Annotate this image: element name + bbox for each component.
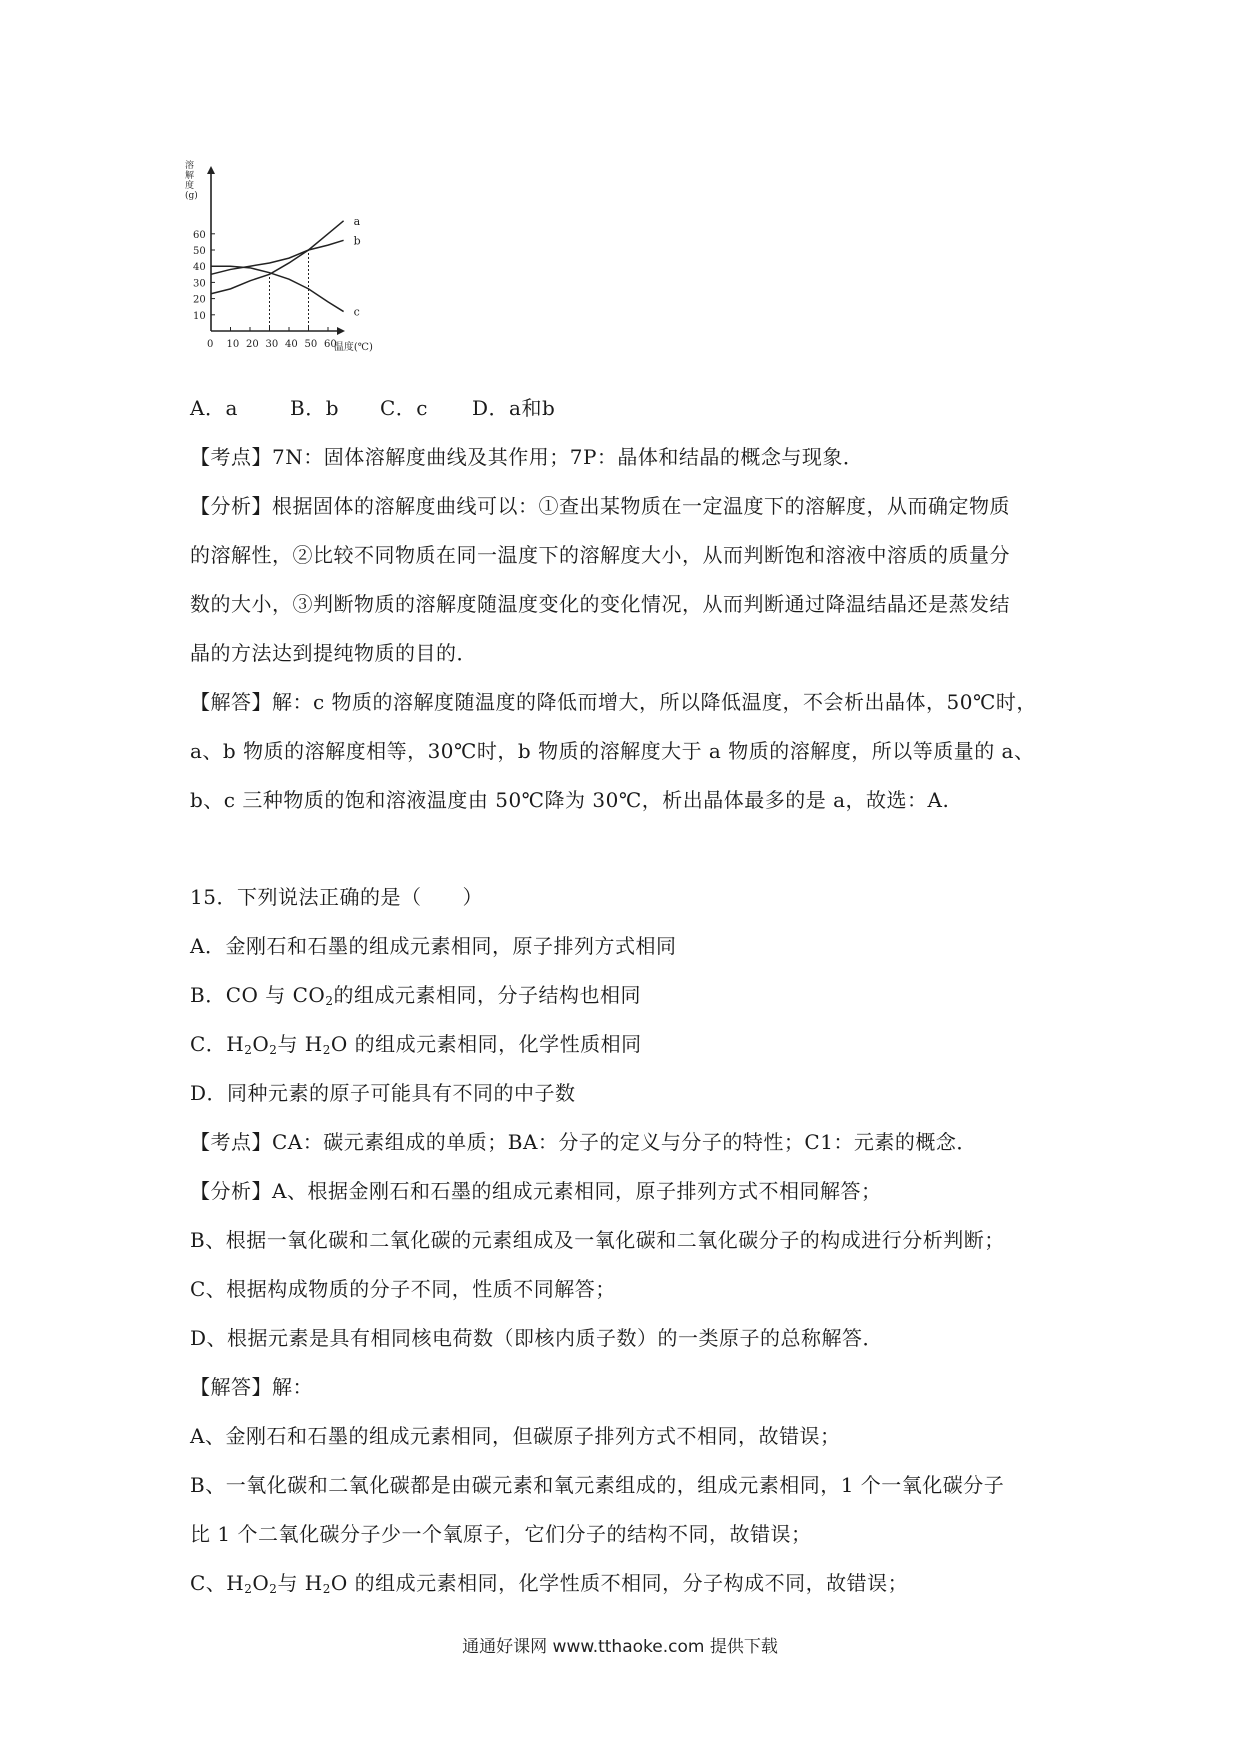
x-tick-label: 10 (226, 339, 240, 350)
y-tick-label: 50 (193, 246, 206, 257)
q15-fenxi-line-4: D、根据元素是具有相同核电荷数（即核内质子数）的一类原子的总称解答． (190, 1326, 884, 1350)
y-tick-label: 60 (193, 229, 206, 241)
q14-fenxi-line-1: 【分析】根据固体的溶解度曲线可以：①查出某物质在一定温度下的溶解度，从而确定物质 (190, 494, 1010, 518)
q15-option-c (190, 1028, 642, 1057)
q15-option-c-pre: C．H (190, 1032, 245, 1056)
q14-option-c: C．c (380, 396, 429, 420)
subscript: 2 (325, 994, 334, 1008)
q14-fenxi-line-3: 数的大小，③判断物质的溶解度随温度变化的变化情况，从而判断通过降温结晶还是蒸发结 (190, 592, 1010, 616)
q14-fenxi-line-2: 的溶解性，②比较不同物质在同一温度下的溶解度大小，从而判断饱和溶液中溶质的质量分 (190, 543, 1010, 567)
q14-option-a: A．a (190, 396, 238, 420)
y-tick-label: 30 (193, 278, 206, 290)
series-line-a (211, 221, 344, 294)
subscript: 2 (244, 1582, 253, 1596)
x-tick-label: 0 (207, 339, 214, 350)
q15-option-c-post: 与 H (277, 1032, 323, 1056)
q15-fenxi-line-3: C、根据构成物质的分子不同，性质不同解答； (190, 1277, 616, 1301)
y-tick-label: 20 (193, 294, 206, 306)
x-axis-arrow (337, 327, 345, 335)
q14-fenxi-line-4: 晶的方法达到提纯物质的目的． (190, 641, 477, 665)
solubility-chart (185, 160, 415, 375)
x-tick-label: 20 (246, 339, 259, 350)
y-axis-label-char: 解 (185, 171, 195, 181)
q15-option-c-mid: O (252, 1032, 270, 1056)
x-tick-label: 50 (304, 339, 318, 350)
page-footer: 通通好课网 www.tthaoke.com 提供下载 (462, 1637, 778, 1657)
x-tick-label: 60 (324, 339, 337, 350)
q15-fenxi-line-2: B、根据一氧化碳和二氧化碳的元素组成及一氧化碳和二氧化碳分子的构成进行分析判断； (190, 1228, 1005, 1252)
q15-jieda-title: 【解答】解： (190, 1375, 313, 1399)
q15-jieda-c-post: 与 H (277, 1571, 323, 1595)
subscript: 2 (269, 1043, 278, 1057)
y-axis-label-char: (g) (185, 191, 198, 201)
subscript: 2 (322, 1043, 331, 1057)
q15-jieda-b-line-2: 比 1 个二氧化碳分子少一个氧原子，它们分子的结构不同，故错误； (190, 1522, 812, 1546)
q15-fenxi-line-1: 【分析】A、根据金刚石和石墨的组成元素相同，原子排列方式不相同解答； (190, 1179, 882, 1203)
y-axis-label-char: 度 (185, 181, 195, 191)
subscript: 2 (322, 1582, 331, 1596)
series-label-a: a (353, 214, 361, 228)
y-tick-label: 40 (193, 262, 206, 274)
q14-options (190, 392, 555, 421)
q15-option-b-pre: B．CO 与 CO (190, 983, 326, 1007)
q15-kaodian: 【考点】CA：碳元素组成的单质；BA：分子的定义与分子的特性；C1：元素的概念． (190, 1130, 977, 1154)
q15-jieda-a: A、金刚石和石墨的组成元素相同，但碳原子排列方式不相同，故错误； (190, 1424, 841, 1448)
q14-kaodian: 【考点】7N：固体溶解度曲线及其作用；7P：晶体和结晶的概念与现象． (190, 445, 864, 469)
q15-option-d: D．同种元素的原子可能具有不同的中子数 (190, 1081, 576, 1105)
series-label-b: b (353, 234, 361, 248)
subscript: 2 (269, 1582, 278, 1596)
q15-jieda-c (190, 1567, 908, 1596)
q15-jieda-c-mid: O (252, 1571, 270, 1595)
q15-option-b-post: 的组成元素相同，分子结构也相同 (333, 983, 641, 1007)
q15-jieda-c-end: O 的组成元素相同，化学性质不相同，分子构成不同，故错误； (330, 1571, 909, 1595)
y-axis-arrow (207, 166, 215, 174)
q14-jieda-line-1: 【解答】解：c 物质的溶解度随温度的降低而增大，所以降低温度，不会析出晶体，50℃时， (190, 690, 1037, 714)
y-axis-label-char: 溶 (185, 161, 195, 171)
x-tick-label: 30 (265, 339, 279, 350)
y-tick-label: 10 (193, 310, 206, 322)
x-axis-label: 温度(℃) (333, 342, 373, 353)
q14-jieda-line-2: a、b 物质的溶解度相等，30℃时，b 物质的溶解度大于 a 物质的溶解度，所以等质量的 a、 (190, 739, 1035, 763)
q15-option-c-end: O 的组成元素相同，化学性质相同 (330, 1032, 642, 1056)
q15-option-a: A．金刚石和石墨的组成元素相同，原子排列方式相同 (190, 934, 677, 958)
q14-option-d: D．a和b (472, 396, 556, 420)
series-label-c: c (353, 305, 360, 319)
x-tick-label: 40 (285, 339, 298, 350)
q15-jieda-c-pre: C、H (190, 1571, 245, 1595)
q15-option-b (190, 979, 641, 1008)
subscript: 2 (244, 1043, 253, 1057)
solubility-chart-svg (185, 160, 415, 375)
q14-option-b: B．b (290, 396, 339, 420)
q14-jieda-line-3: b、c 三种物质的饱和溶液温度由 50℃降为 30℃，析出晶体最多的是 a，故选：A. (190, 788, 950, 812)
q15-jieda-b-line-1: B、一氧化碳和二氧化碳都是由碳元素和氧元素组成的，组成元素相同，1 个一氧化碳分子 (190, 1473, 1005, 1497)
q15-stem: 15．下列说法正确的是（ ） (190, 885, 483, 909)
